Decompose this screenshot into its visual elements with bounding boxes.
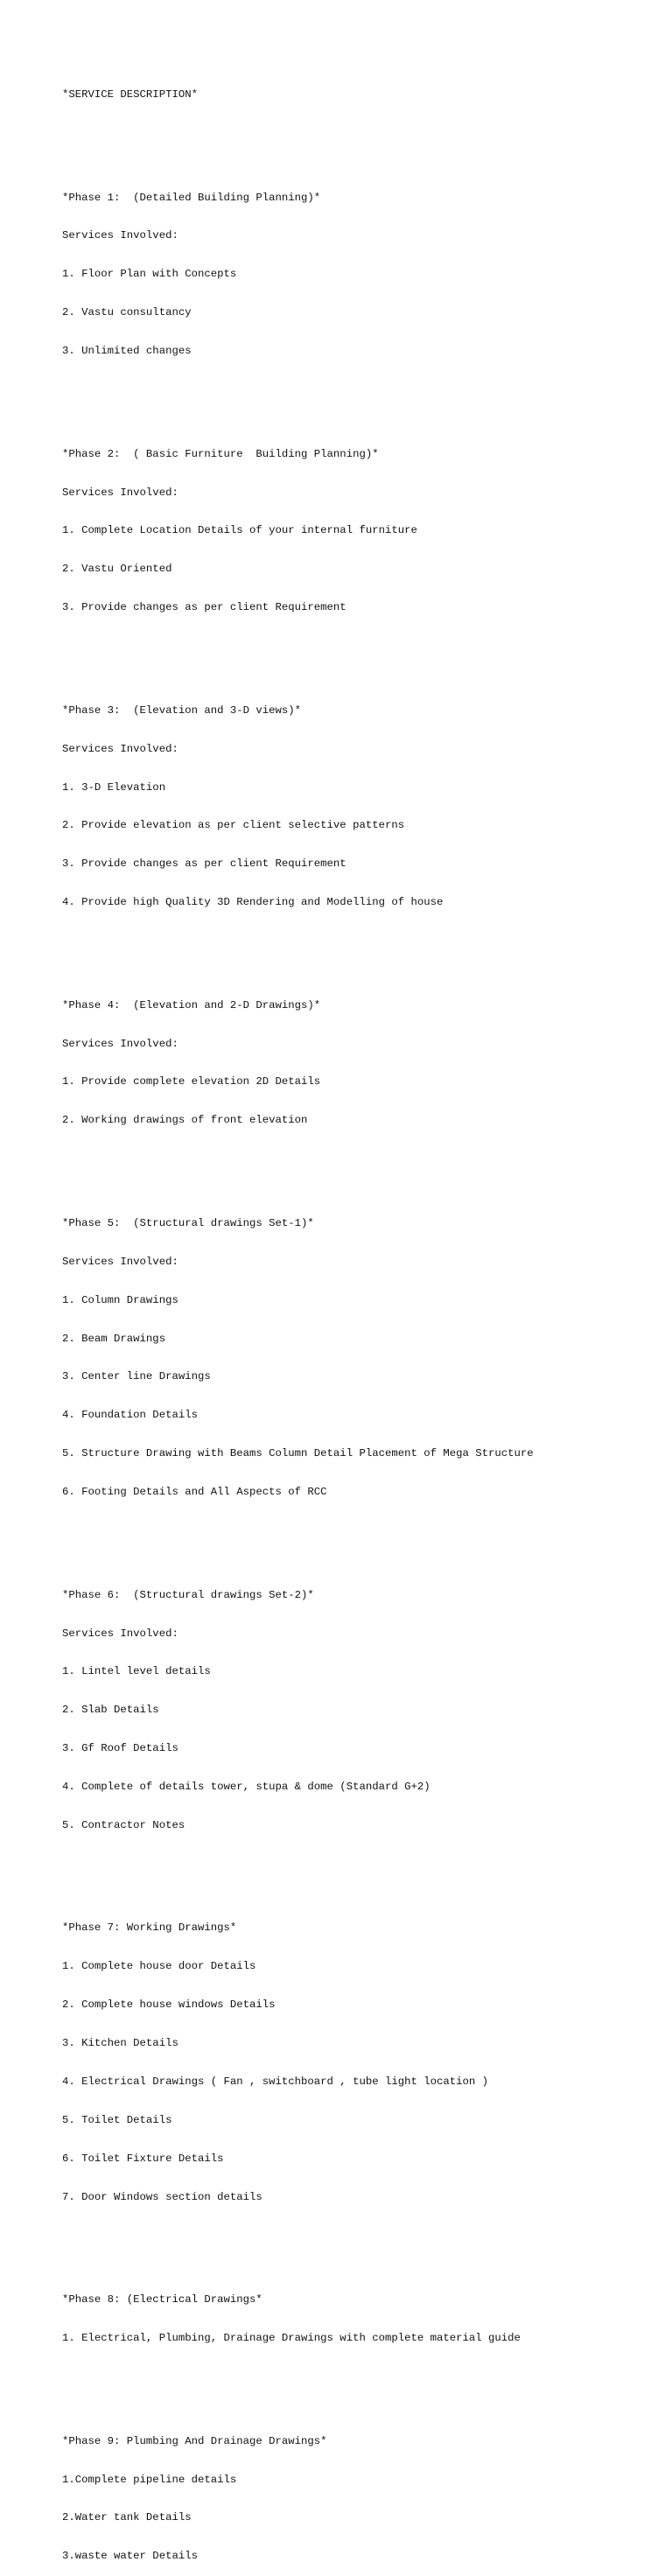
phase-3-line: 1. 3-D Elevation [62,780,166,794]
phase-4-line: 2. Working drawings of front elevation [62,1114,308,1127]
phase-5-heading: *Phase 5: (Structural drawings Set-1)* [62,1216,314,1229]
phase-5-line: 6. Footing Details and All Aspects of RCC [62,1486,327,1499]
phase-2-line: 1. Complete Location Details of your internal furniture [62,524,417,537]
phase-5-line: 5. Structure Drawing with Beams Column Detail Placement of Mega Structure [62,1447,534,1460]
phase-1-line: 3. Unlimited changes [62,345,192,358]
spacer [62,640,657,653]
spacer [62,1524,657,1537]
phase-6-line: 5. Contractor Notes [62,1819,186,1832]
phase-2-line: Services Involved: [62,486,178,499]
phase-9-line: 1.Complete pipeline details [62,2473,237,2486]
phase-7-line: 1. Complete house door Details [62,1960,256,1973]
phase-5-line: 4. Foundation Details [62,1409,198,1422]
phase-8-line: 1. Electrical, Plumbing, Drainage Drawings with complete material guide [62,2332,521,2345]
spacer [62,127,657,140]
phase-7-line: 2. Complete house windows Details [62,1998,276,2012]
spacer [62,1152,657,1166]
phase-5-line: 1. Column Drawings [62,1293,178,1306]
phase-7-line: 7. Door Windows section details [62,2191,262,2204]
phase-3-heading: *Phase 3: (Elevation and 3-D views)* [62,704,302,717]
phase-3-line: 2. Provide elevation as per client selective patterns [62,819,405,832]
spacer [62,2370,657,2384]
phase-5-line: 3. Center line Drawings [62,1370,211,1383]
phase-6-line: 4. Complete of details tower, stupa & dome (Standard G+2) [62,1781,430,1794]
phase-9-line: 2.Water tank Details [62,2511,192,2524]
phase-7-line: 4. Electrical Drawings ( Fan , switchboard , tube light location ) [62,2076,489,2089]
phase-7-line: 3. Kitchen Details [62,2037,178,2050]
phase-7-line: 5. Toilet Details [62,2114,172,2127]
phase-4-line: 1. Provide complete elevation 2D Details [62,1075,321,1088]
phase-4-heading: *Phase 4: (Elevation and 2-D Drawings)* [62,998,321,1012]
phase-2-line: 2. Vastu Oriented [62,563,172,576]
spacer [62,2230,657,2243]
document-title: *SERVICE DESCRIPTION* [62,88,198,102]
phase-5-line: Services Involved: [62,1255,178,1268]
phase-6-line: Services Involved: [62,1627,178,1640]
spacer [62,934,657,948]
phase-1-line: 1. Floor Plan with Concepts [62,268,237,281]
spacer [62,1858,657,1871]
document-body [62,63,657,2576]
phase-6-line: 2. Slab Details [62,1704,159,1717]
phase-6-heading: *Phase 6: (Structural drawings Set-2)* [62,1588,314,1601]
phase-7-line: 6. Toilet Fixture Details [62,2152,224,2166]
phase-6-line: 1. Lintel level details [62,1665,211,1678]
phase-4-line: Services Involved: [62,1037,178,1050]
phase-1-line: Services Involved: [62,229,178,242]
spacer [62,383,657,396]
phase-1-line: 2. Vastu consultancy [62,306,192,319]
phase-3-line: 3. Provide changes as per client Requirement [62,858,346,871]
phase-1-heading: *Phase 1: (Detailed Building Planning)* [62,191,321,204]
phase-2-heading: *Phase 2: ( Basic Furniture Building Planning)* [62,447,379,460]
phase-6-line: 3. Gf Roof Details [62,1742,178,1755]
phase-9-heading: *Phase 9: Plumbing And Drainage Drawings* [62,2434,327,2447]
phase-3-line: 4. Provide high Quality 3D Rendering and Modelling of house [62,896,444,909]
phase-2-line: 3. Provide changes as per client Requirement [62,601,346,614]
phase-3-line: Services Involved: [62,742,178,755]
phase-7-heading: *Phase 7: Working Drawings* [62,1922,237,1935]
phase-9-line: 3.waste water Details [62,2550,198,2563]
phase-8-heading: *Phase 8: (Electrical Drawings* [62,2293,262,2306]
phase-5-line: 2. Beam Drawings [62,1332,166,1345]
